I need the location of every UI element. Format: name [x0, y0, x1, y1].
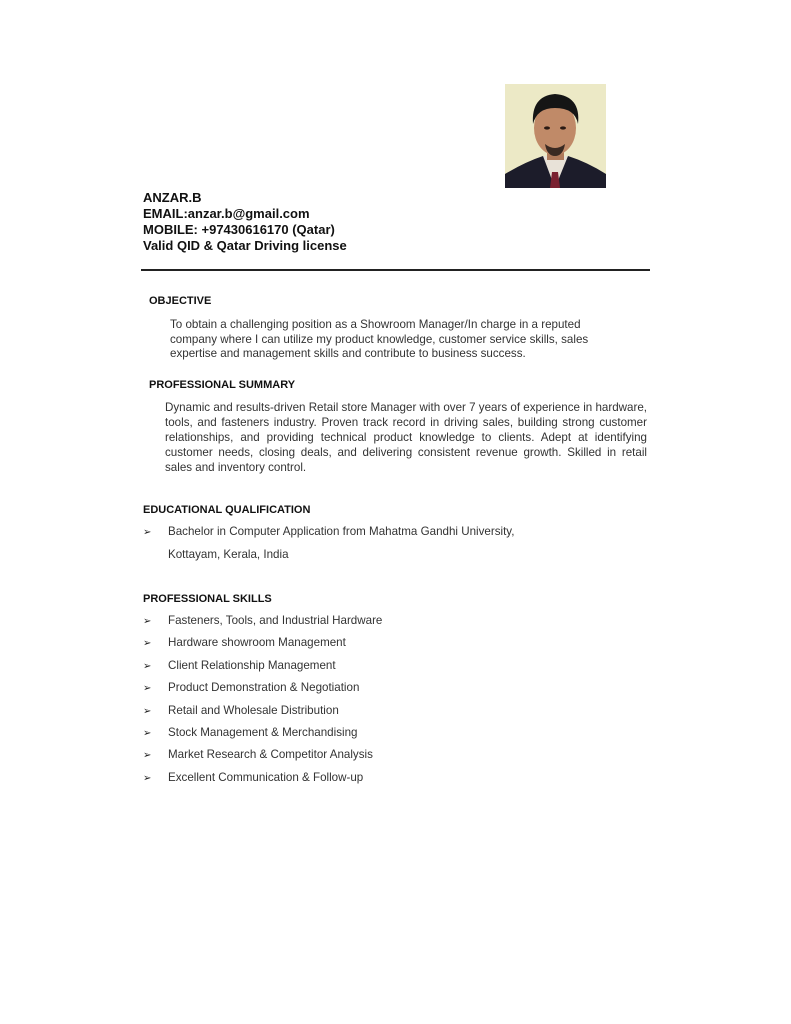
skill-item: ➢ Fasteners, Tools, and Industrial Hardware: [143, 610, 382, 632]
skill-item: ➢ Hardware showroom Management: [143, 632, 382, 654]
profile-photo: [505, 84, 606, 188]
bullet-arrow-icon: ➢: [143, 727, 152, 739]
license: Valid QID & Qatar Driving license: [143, 238, 347, 253]
objective-text: To obtain a challenging position as a Showroom Manager/In charge in a reputed company where I can utilize my product knowledge, customer service skills, sales expertise and management skills and contribute to business success.: [170, 318, 589, 360]
objective-heading: OBJECTIVE: [149, 295, 212, 307]
skill-item: ➢ Client Relationship Management: [143, 655, 382, 677]
education-location: Kottayam, Kerala, India: [168, 548, 289, 561]
contact-block: [143, 190, 347, 254]
summary-heading: PROFESSIONAL SUMMARY: [149, 379, 296, 391]
skill-item: ➢ Product Demonstration & Negotiation: [143, 677, 382, 699]
bullet-arrow-icon: ➢: [143, 750, 152, 762]
candidate-name: ANZAR.B: [143, 190, 202, 205]
summary-text: Dynamic and results-driven Retail store Manager with over 7 years of experience in hardware, tools, and fasteners industry. Proven track record in driving sales, building strong customer relationships, and providing technical product knowledge to clients. Adept at identifying customer needs, closing deals, and delivering consistent revenue growth. Skilled in retail sales and inventory control.: [165, 401, 648, 474]
bullet-arrow-icon: ➢: [143, 683, 152, 695]
education-heading: EDUCATIONAL QUALIFICATION: [143, 504, 311, 516]
email: EMAIL:anzar.b@gmail.com: [143, 206, 310, 221]
skill-item: ➢ Excellent Communication & Follow-up: [143, 767, 382, 789]
divider: [141, 269, 650, 271]
skill-item: ➢ Market Research & Competitor Analysis: [143, 744, 382, 766]
bullet-arrow-icon: ➢: [143, 527, 152, 538]
skills-list: [143, 610, 382, 789]
bullet-arrow-icon: ➢: [143, 616, 152, 627]
skills-heading: PROFESSIONAL SKILLS: [143, 593, 272, 605]
bullet-arrow-icon: ➢: [143, 660, 152, 672]
skill-item: ➢ Stock Management & Merchandising: [143, 722, 382, 744]
bullet-arrow-icon: ➢: [143, 705, 152, 717]
skill-item: ➢ Retail and Wholesale Distribution: [143, 700, 382, 722]
bullet-arrow-icon: ➢: [143, 638, 152, 650]
education-item: ➢ Bachelor in Computer Application from Mahatma Gandhi University,: [143, 521, 514, 543]
bullet-arrow-icon: ➢: [143, 772, 152, 784]
mobile: MOBILE: +97430616170 (Qatar): [143, 222, 335, 237]
